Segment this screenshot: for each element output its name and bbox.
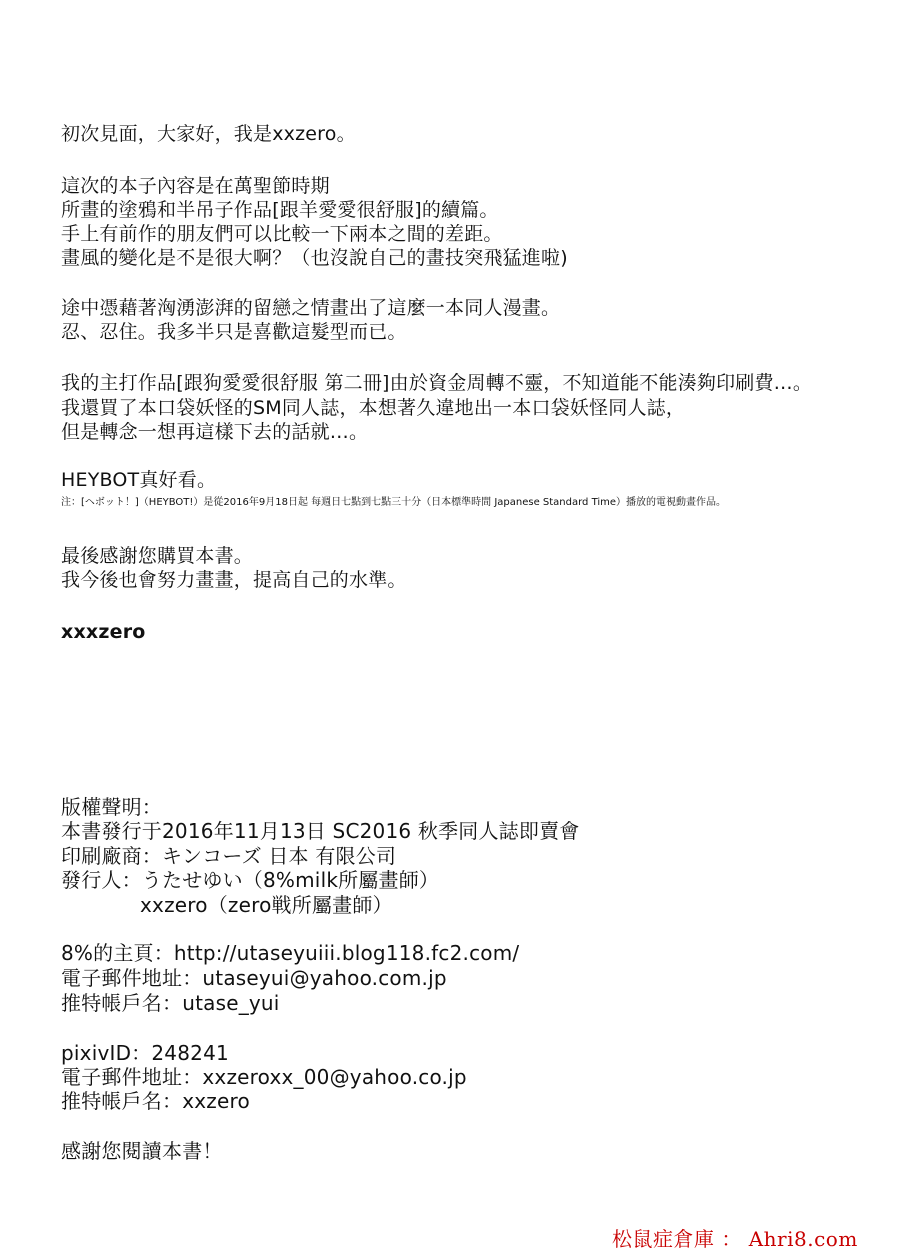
- copyright-publish-date: 本書發行于2016年11月13日 SC2016 秋季同人誌即賣會: [61, 819, 580, 843]
- contact1-twitter: 推特帳戶名：utase_yui: [61, 991, 280, 1015]
- greeting-line: 初次見面，大家好，我是xxzero。: [61, 123, 356, 145]
- copyright-printer: 印刷廠商：キンコーズ 日本 有限公司: [61, 844, 397, 868]
- paragraph1-line-2: 所畫的塗鴉和半吊子作品[跟羊愛愛很舒服]的續篇。: [61, 199, 499, 221]
- paragraph1-line-4: 畫風的變化是不是很大啊？（也沒說自己的畫技突飛猛進啦): [61, 247, 568, 269]
- paragraph2-line-1: 途中憑藉著洶湧澎湃的留戀之情畫出了這麼一本同人漫畫。: [61, 297, 561, 319]
- closing-line-2: 我今後也會努力畫畫，提高自己的水準。: [61, 569, 407, 591]
- copyright-publisher-2: xxzero（zero戦所屬畫師）: [140, 893, 393, 917]
- contact1-homepage: 8%的主頁：http://utaseyuiii.blog118.fc2.com/: [61, 941, 520, 965]
- heybot-footnote: 注：[ヘボット！]（HEYBOT!）是從2016年9月18日起 每週日七點到七點三十分（日本標準時間 Japanese Standard Time）播放的電視動畫作品。: [61, 497, 727, 508]
- copyright-publisher-1: 發行人：うたせゆい（8%milk所屬畫師）: [61, 868, 440, 892]
- contact2-pixiv: pixivID：248241: [61, 1041, 229, 1065]
- thanks-line: 感謝您閱讀本書！: [61, 1139, 223, 1163]
- contact2-email: 電子郵件地址：xxzeroxx_00@yahoo.co.jp: [61, 1065, 467, 1089]
- paragraph1-line-1: 這次的本子內容是在萬聖節時期: [61, 175, 330, 197]
- paragraph3-line-2: 我還買了本口袋妖怪的SM同人誌，本想著久違地出一本口袋妖怪同人誌，: [61, 397, 686, 419]
- paragraph2-line-2: 忍、忍住。我多半只是喜歡這髮型而已。: [61, 321, 407, 343]
- paragraph3-line-1: 我的主打作品[跟狗愛愛很舒服 第二冊]由於資金周轉不靈，不知道能不能湊夠印刷費…。: [61, 372, 813, 394]
- site-watermark: 松鼠症倉庫 ： Ahri8.com: [612, 1227, 858, 1251]
- paragraph3-line-3: 但是轉念一想再這樣下去的話就…。: [61, 421, 369, 443]
- copyright-title: 版權聲明：: [61, 795, 162, 819]
- paragraph1-line-3: 手上有前作的朋友們可以比較一下兩本之間的差距。: [61, 223, 503, 245]
- contact1-email: 電子郵件地址：utaseyui@yahoo.com.jp: [61, 966, 447, 990]
- signature: xxxzero: [61, 621, 146, 643]
- contact2-twitter: 推特帳戶名：xxzero: [61, 1089, 250, 1113]
- closing-line-1: 最後感謝您購買本書。: [61, 545, 254, 567]
- heybot-line: HEYBOT真好看。: [61, 469, 217, 491]
